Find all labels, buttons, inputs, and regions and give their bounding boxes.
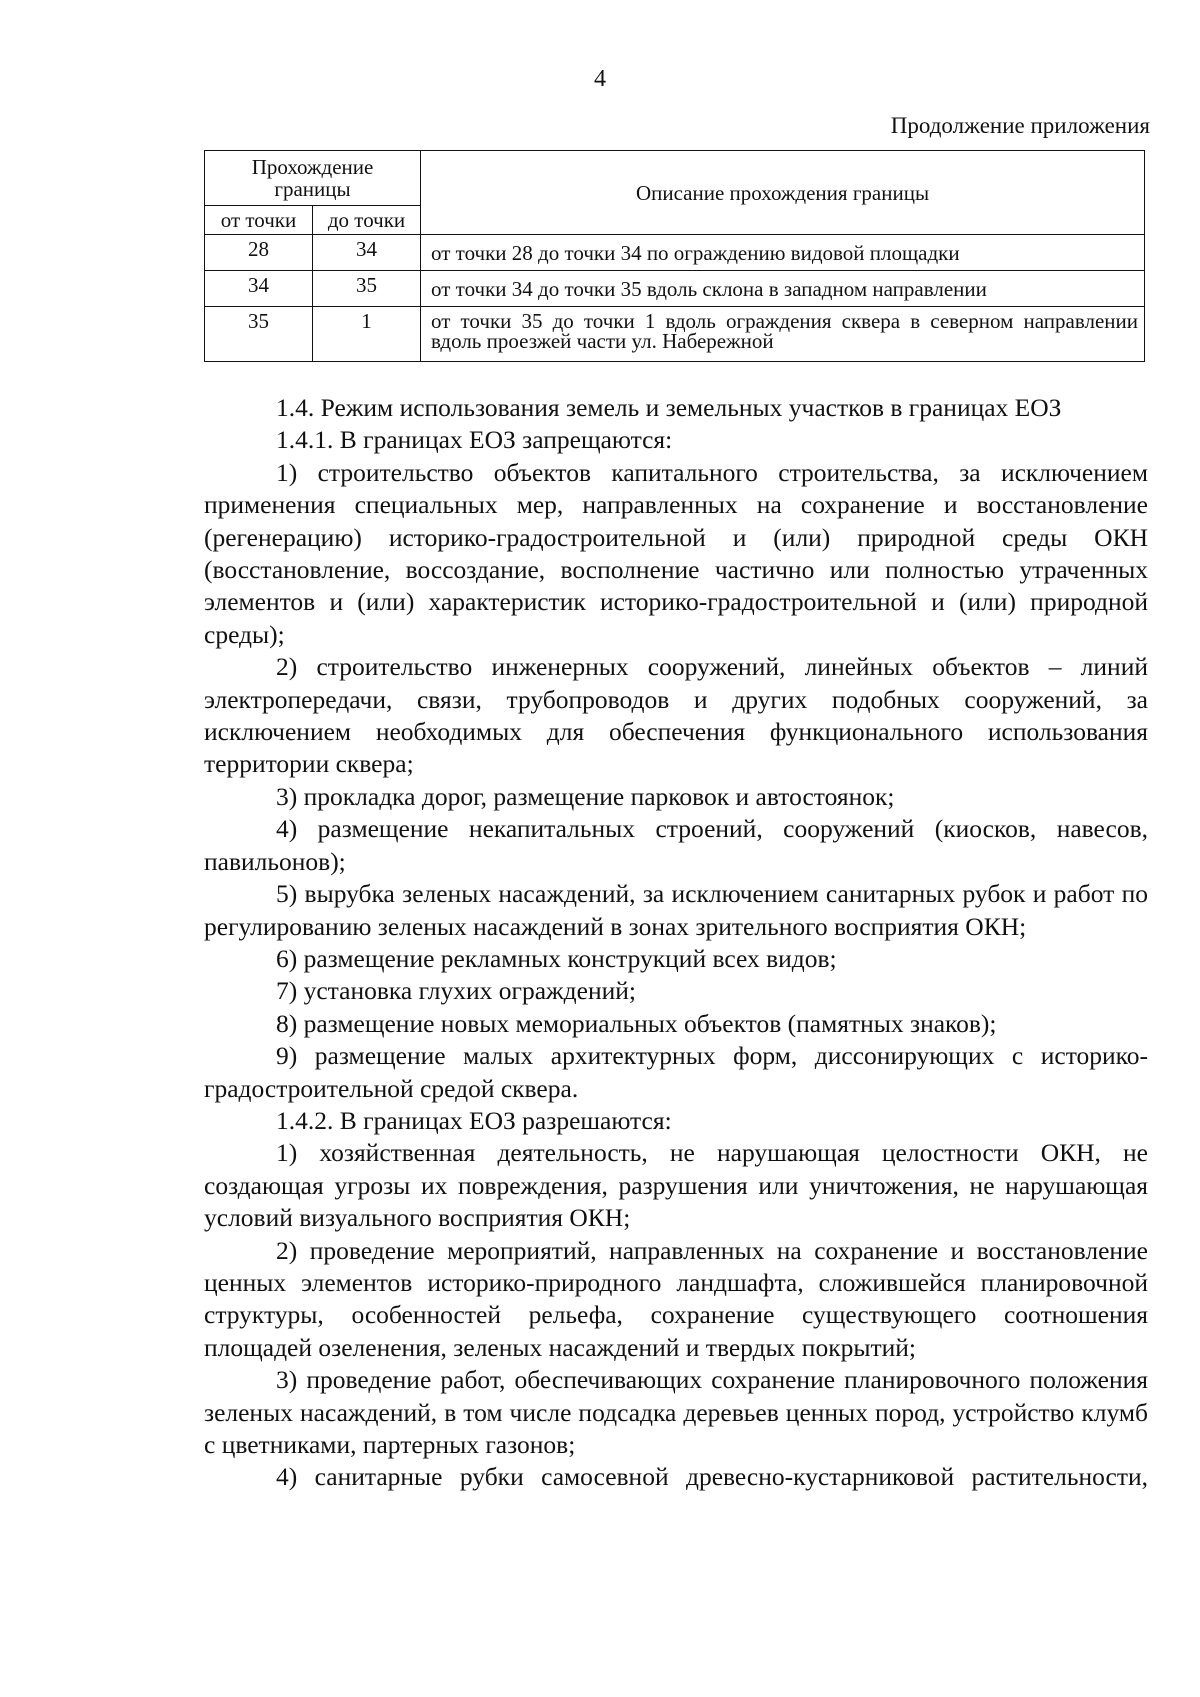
cell-description: от точки 28 до точки 34 по ограждению видовой площадки — [421, 235, 1145, 271]
cell-from: 28 — [205, 235, 313, 271]
cell-description: от точки 35 до точки 1 вдоль ограждения сквера в северном направлении вдоль проезжей части ул. Набережной — [421, 307, 1145, 362]
prohibited-heading: 1.4.1. В границах ЕОЗ запрещаются: — [276, 425, 673, 455]
permitted-item: 1) хозяйственная деятельность, не нарушающая целостности ОКН, не создающая угрозы их повреждения, разрушения или уничтожения, не нарушающая условий визуального восприятия ОКН; — [204, 1138, 1148, 1233]
table-row — [205, 271, 1145, 307]
cell-from: 34 — [205, 271, 313, 307]
document-body — [204, 392, 1148, 1494]
prohibited-item: 2) строительство инженерных сооружений, линейных объектов – линий электропередачи, связи, трубопроводов и других подобных сооружений, за исключением необходимых для обеспечения функционального использования территории сквера; — [204, 652, 1148, 779]
header-boundary-passage: Прохождение границы — [205, 151, 421, 206]
cell-description: от точки 34 до точки 35 вдоль склона в западном направлении — [421, 271, 1145, 307]
cell-to: 35 — [313, 271, 421, 307]
page-number: 4 — [594, 66, 606, 92]
section-heading: 1.4. Режим использования земель и земельных участков в границах ЕОЗ — [276, 393, 1062, 422]
permitted-item: 2) проведение мероприятий, направленных на сохранение и восстановление ценных элементов историко-природного ландшафта, сложившейся планировочной структуры, особенностей рельефа, сохранение существующего соотношения площадей озеленения, зеленых насаждений и твердых покрытий; — [204, 1235, 1148, 1362]
prohibited-item: 7) установка глухих ограждений; — [276, 976, 636, 1006]
header-to-point: до точки — [313, 206, 421, 235]
permitted-heading: 1.4.2. В границах ЕОЗ разрешаются: — [276, 1105, 672, 1135]
permitted-item: 3) проведение работ, обеспечивающих сохранение планировочного положения зеленых насаждений, в том числе подсадка деревьев ценных пород, устройство клумб с цветниками, партерных газонов; — [204, 1365, 1148, 1459]
prohibited-item: 5) вырубка зеленых насаждений, за исключением санитарных рубок и работ по регулированию зеленых насаждений в зонах зрительного восприятия ОКН; — [204, 879, 1148, 941]
prohibited-item: 8) размещение новых мемориальных объектов (памятных знаков); — [276, 1008, 997, 1038]
prohibited-item: 9) размещение малых архитектурных форм, диссонирующих с историко-градостроительной средой сквера. — [204, 1041, 1148, 1103]
cell-to: 1 — [313, 307, 421, 362]
appendix-continuation-note: Продолжение приложения — [890, 113, 1150, 138]
table-row — [205, 235, 1145, 271]
prohibited-item: 6) размещение рекламных конструкций всех видов; — [276, 943, 837, 973]
cell-to: 34 — [313, 235, 421, 271]
prohibited-item: 3) прокладка дорог, размещение парковок и автостоянок; — [276, 781, 895, 811]
prohibited-item: 4) размещение некапитальных строений, сооружений (киосков, навесов, павильонов); — [204, 814, 1148, 876]
header-description: Описание прохождения границы — [421, 151, 1145, 235]
table-row — [205, 307, 1145, 362]
cell-from: 35 — [205, 307, 313, 362]
prohibited-item: 1) строительство объектов капитального строительства, за исключением применения специальных мер, направленных на сохранение и восстановление (регенерацию) историко-градостроительной и (или) природной среды ОКН (восстановление, воссоздание, восполнение частично или полностью утраченных элементов и (или) характеристик историко-градостроительной и (или) природной среды); — [204, 457, 1148, 649]
permitted-item: 4) санитарные рубки самосевной древесно-кустарниковой растительности, — [276, 1462, 1148, 1492]
header-from-point: от точки — [205, 206, 313, 235]
boundary-table — [204, 150, 1145, 362]
